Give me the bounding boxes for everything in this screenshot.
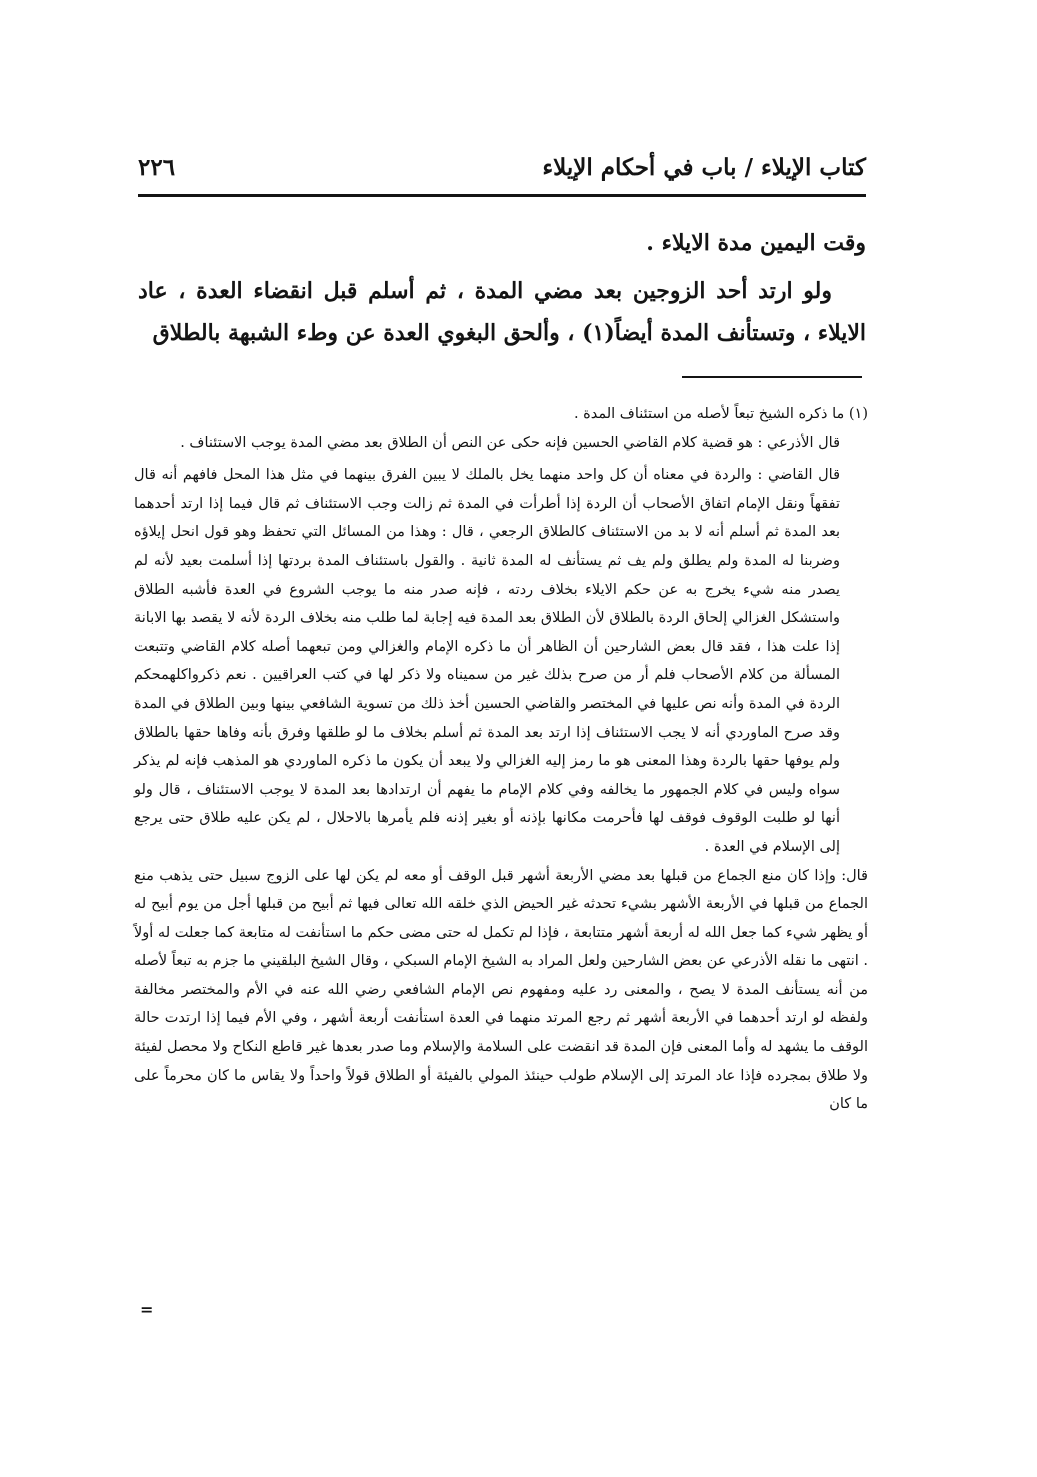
main-paragraph-2: ولو ارتد أحد الزوجين بعد مضي المدة ، ثم أسلم قبل انقضاء العدة ، عاد الايلاء ، وتستأنف المدة أيضاً(١) ، وألحق البغوي العدة عن وطء الشبهة بالطلاق xyxy=(138,278,866,346)
main-paragraph-1: وقت اليمين مدة الايلاء . xyxy=(646,230,866,256)
footnote-qadi-quote: قال القاضي : والردة في معناه أن كل واحد منهما يخل بالملك لا يبين الفرق بينهما في مثل هذا المحل فافهم أنه قال تفقهاً ونقل الإمام اتفاق الأصحاب أن الردة إذا أطرأت في المدة ثم زالت وجب الاستئناف ثم قال فيما إذا ارتد أحدهما بعد المدة ثم أسلم أنه لا بد من الاستئناف كالطلاق الرجعي ، قال : وهذا من المسائل التي تحفظ وهو قول انحل إيلاؤه وضربنا له المدة ولم يطلق ولم يف ثم يستأنف له المدة ثانية . والقول باستئناف المدة بردتها إذا أسلمت بعيد لأنه لم يصدر منه شيء يخرج به عن حكم الايلاء بخلاف ردته ، فإنه صدر منه ما يوجب الشروع في العدة فأشبه الطلاق واستشكل الغزالي إلحاق الردة بالطلاق لأن الطلاق بعد المدة فيه إجابة لما طلب منه بخلاف الردة لأنه لا يقصد بها الابانة إذا علت هذا ، فقد قال بعض الشارحين أن الظاهر أن ما ذكره الإمام والغزالي ومن تبعهما أصله كلام القاضي وتتبعت المسألة من كلام الأصحاب فلم أر من صرح بذلك غير من سميناه ولا ذكر لها في كتب العراقيين . نعم ذكرواكلهمحكم الردة في المدة وأنه نص عليها في المختصر والقاضي الحسين أخذ ذلك من تسوية الشافعي بينها وبين الطلاق في المدة وقد صرح الماوردي أنه لا يجب الاستئناف إذا ارتد بعد المدة ثم أسلم بخلاف ما لو طلقها وفرق بأنه وفاها حقها بالطلاق ولم يوفها حقها بالردة وهذا المعنى هو ما رمز إليه الغزالي ولا يبعد أن يكون ما ذكره الماوردي هو المذهب فإنه لم يذكر سواه وليس في كلام الجمهور ما يخالفه وفي كلام الإمام ما يفهم أن ارتدادها بعد المدة لا يوجب الاستئناف ، قال ولو أنها لو طلبت الوقوف فوقف لها فأحرمت مكانها بإذنه أو بغير إذنه فلم يأمرها بالاحلال ، لم يكن عليه طلاق حتى يرجع إلى الإسلام في العدة . xyxy=(134,467,840,855)
footnotes xyxy=(134,400,868,1119)
running-header xyxy=(138,150,866,192)
footnote-qala-paragraph: قال: وإذا كان منع الجماع من قبلها بعد مضي الأربعة أشهر قبل الوقف أو معه لم يكن لها على الزوج سبيل حتى يذهب منع الجماع من قبلها في الأربعة الأشهر بشيء تحدثه غير الحيض الذي خلقه الله تعالى فيها ثم أبيح من قبلها أجل من يوم أبيح له أو يظهر شيء كما جعل الله له أربعة أشهر متتابعة ، فإذا لم تكمل له حتى مضى حكم ما استأنفت له متابعة كما جعلت له أولاً . انتهى ما نقله الأذرعي عن بعض الشارحين ولعل المراد به الشيخ الإمام السبكي ، وقال الشيخ البلقيني ما جزم به تبعاً لأصله من أنه يستأنف المدة لا يصح ، والمعنى رد عليه ومفهوم نص الإمام الشافعي رضي الله عنه في الأم والمختصر مخالفة ولفظه لو ارتد أحدهما في الأربعة أشهر ثم رجع المرتد منهما في العدة استأنفت أربعة أشهر ، وفي الأم فيما إذا ارتدت حالة الوقف ما يشهد له وأما المعنى فإن المدة قد انقضت على السلامة والإسلام وما صدر بعدها غير قاطع النكاح ولا محصل لفيئة ولا طلاق بمجرده فإذا عاد المرتد إلى الإسلام طولب حينئذ المولي بالفيئة أو الطلاق قولاً واحداً ولا يقاس ما كان محرماً على ما كان xyxy=(134,867,869,1113)
running-title: كتاب الإيلاء / باب في أحكام الإيلاء xyxy=(542,154,866,181)
page-number: ٢٢٦ xyxy=(138,154,176,181)
footnote-separator xyxy=(682,376,862,378)
header-rule xyxy=(138,194,866,197)
main-text xyxy=(138,222,866,354)
continuation-mark: = xyxy=(140,1300,154,1319)
footnote-1-heading: (١) ما ذكره الشيخ تبعاً لأصله من استئناف المدة . xyxy=(573,406,868,422)
footnote-adhraei-quote: قال الأذرعي : هو قضية كلام القاضي الحسين فإنه حكى عن النص أن الطلاق بعد مضي المدة يوجب الاستئناف . xyxy=(180,434,840,451)
